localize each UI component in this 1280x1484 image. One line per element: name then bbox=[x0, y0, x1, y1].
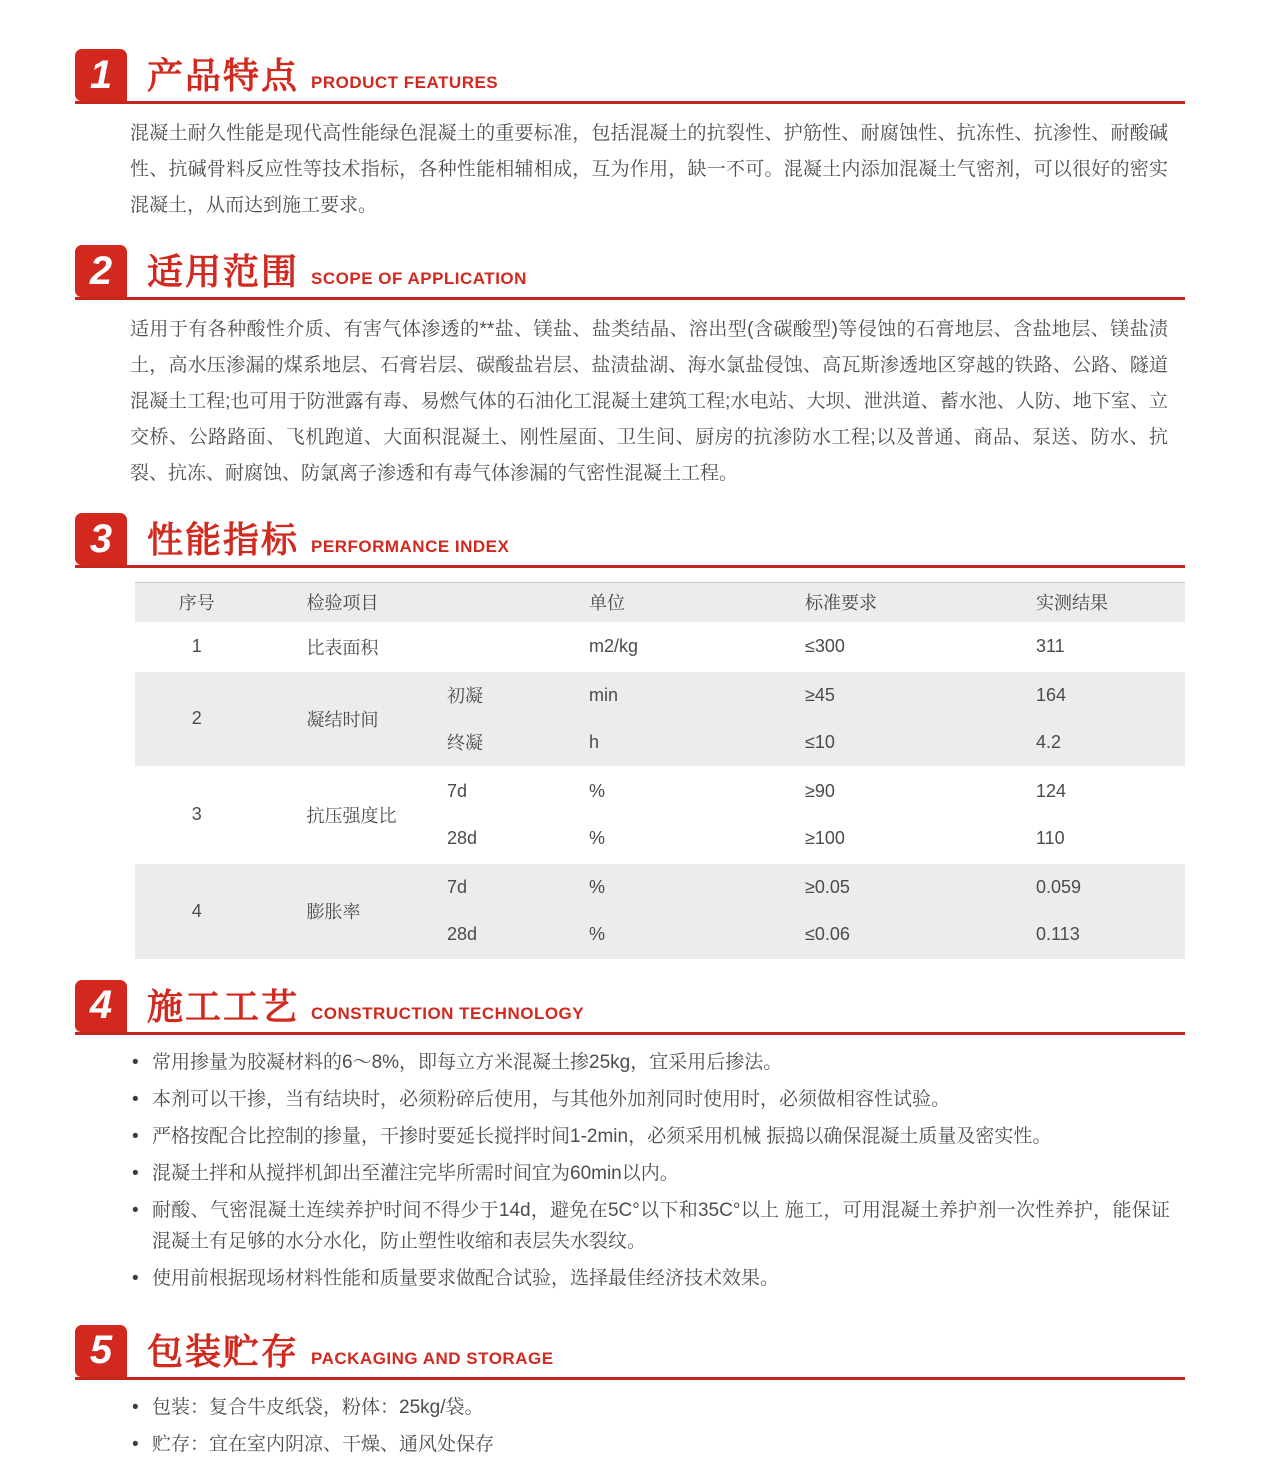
cell-result: 110 bbox=[1036, 827, 1065, 848]
cell-unit: h bbox=[589, 731, 600, 752]
section-title-zh: 产品特点 bbox=[147, 55, 300, 96]
cell-standard: ≤300 bbox=[765, 623, 996, 671]
bullet-item: • 本剂可以干掺，当有结块时，必须粉碎后使用，与其他外加剂同时使用时，必须做相容性试验。 bbox=[130, 1084, 1170, 1115]
section-number-badge: 5 bbox=[75, 1325, 127, 1377]
cell-standard: ≥45 bbox=[765, 671, 996, 719]
cell-result: 164 bbox=[996, 671, 1185, 719]
table-row bbox=[135, 671, 1185, 719]
section-product-features bbox=[75, 48, 1185, 224]
section-header bbox=[75, 512, 1185, 568]
cell-unit: % bbox=[555, 863, 765, 911]
bullet-item: • 贮存：宜在室内阴凉、干燥、通风处保存 bbox=[130, 1429, 1170, 1460]
section-header bbox=[75, 979, 1185, 1035]
cell-result: 311 bbox=[996, 623, 1185, 671]
cell-result: 124 bbox=[996, 767, 1185, 815]
cell-no: 1 bbox=[135, 623, 251, 671]
table-row bbox=[135, 767, 1185, 815]
cell-result: 0.059 bbox=[996, 863, 1185, 911]
cell-standard: ≤0.06 bbox=[805, 924, 850, 944]
cell-result: 0.113 bbox=[1036, 924, 1080, 944]
section-title-en: PACKAGING AND STORAGE bbox=[311, 1348, 554, 1368]
cell-sub: 28d bbox=[447, 827, 478, 848]
bullet-item: • 包装：复合牛皮纸袋，粉体：25kg/袋。 bbox=[130, 1392, 1170, 1423]
section-titles bbox=[147, 979, 584, 1032]
cell-item: 抗压强度比 bbox=[251, 767, 430, 863]
section-titles bbox=[147, 512, 509, 565]
section-number-badge: 4 bbox=[75, 980, 127, 1032]
cell-sub: 7d bbox=[429, 767, 555, 815]
cell-standard: ≥100 bbox=[805, 827, 845, 848]
cell-standard: ≥90 bbox=[765, 767, 996, 815]
header-standard: 标准要求 bbox=[765, 583, 996, 623]
section-header bbox=[75, 48, 1185, 104]
section-titles bbox=[147, 48, 498, 101]
section-title-zh: 施工工艺 bbox=[147, 985, 300, 1027]
cell-sub: 初凝 bbox=[429, 671, 555, 719]
cell-item: 比表面积 bbox=[251, 623, 556, 671]
table-row bbox=[135, 623, 1185, 671]
cell-no: 3 bbox=[135, 767, 251, 863]
bullet-item: • 常用掺量为胶凝材料的6～8%，即每立方米混凝土掺25kg，宜采用后掺法。 bbox=[130, 1047, 1170, 1078]
cell-unit: m2/kg bbox=[555, 623, 765, 671]
section-title-en: PERFORMANCE INDEX bbox=[311, 537, 510, 556]
bullet-item: • 耐酸、气密混凝土连续养护时间不得少于14d，避免在5C°以下和35C°以上 施工，可用混凝土养护剂一次性养护，能保证混凝土有足够的水分水化，防止塑性收缩和表层失水裂纹。 bbox=[130, 1195, 1170, 1257]
bullet-item: • 混凝土拌和从搅拌机卸出至灌注完毕所需时间宜为60min以内。 bbox=[130, 1158, 1170, 1189]
section-title-zh: 适用范围 bbox=[147, 251, 300, 292]
cell-standard: ≤10 bbox=[805, 731, 835, 752]
cell-unit: % bbox=[555, 767, 765, 815]
construction-bullet-list bbox=[130, 1047, 1170, 1294]
section-scope-of-application bbox=[75, 244, 1185, 492]
section-paragraph: 混凝土耐久性能是现代高性能绿色混凝土的重要标准，包括混凝土的抗裂性、护筋性、耐腐蚀性、抗冻性、抗渗性、耐酸碱性、抗碱骨料反应性等技术指标，各种性能相辅相成，互为作用，缺一不可。混凝土内添加混凝土气密剂，可以很好的密实混凝土，从而达到施工要求。 bbox=[130, 123, 1168, 216]
performance-table bbox=[135, 582, 1185, 959]
section-title-zh: 性能指标 bbox=[147, 519, 300, 560]
cell-unit: % bbox=[589, 827, 606, 848]
section-titles bbox=[147, 1324, 554, 1377]
cell-unit: % bbox=[589, 924, 606, 944]
section-title-en: SCOPE OF APPLICATION bbox=[311, 269, 527, 288]
bullet-item: • 使用前根据现场材料性能和质量要求做配合试验，选择最佳经济技术效果。 bbox=[130, 1263, 1170, 1294]
cell-item: 膨胀率 bbox=[251, 863, 430, 959]
packaging-bullet-list bbox=[130, 1392, 1170, 1460]
section-header bbox=[75, 1324, 1185, 1380]
header-unit: 单位 bbox=[555, 583, 765, 623]
section-title-zh: 包装贮存 bbox=[147, 1330, 300, 1372]
header-result: 实测结果 bbox=[996, 583, 1185, 623]
cell-result: 4.2 bbox=[1036, 731, 1062, 752]
table-row bbox=[135, 863, 1185, 911]
cell-no: 2 bbox=[135, 671, 251, 767]
cell-unit: min bbox=[555, 671, 765, 719]
cell-item: 凝结时间 bbox=[251, 671, 430, 767]
table-header-row bbox=[135, 583, 1185, 623]
cell-sub: 28d bbox=[447, 924, 478, 944]
section-packaging-storage bbox=[75, 1324, 1185, 1460]
header-item: 检验项目 bbox=[251, 583, 556, 623]
cell-no: 4 bbox=[135, 863, 251, 959]
section-number-badge: 1 bbox=[75, 49, 127, 101]
bullet-item: • 严格按配合比控制的掺量，干掺时要延长搅拌时间1-2min，必须采用机械 振捣以确保混凝土质量及密实性。 bbox=[130, 1121, 1170, 1152]
section-titles bbox=[147, 244, 527, 297]
section-construction-technology bbox=[75, 979, 1185, 1294]
section-performance-index bbox=[75, 512, 1185, 959]
section-number-badge: 2 bbox=[75, 245, 127, 297]
section-header bbox=[75, 244, 1185, 300]
section-title-en: CONSTRUCTION TECHNOLOGY bbox=[311, 1003, 585, 1023]
performance-table-wrap bbox=[135, 582, 1185, 959]
section-title-en: PRODUCT FEATURES bbox=[311, 73, 499, 92]
section-number-badge: 3 bbox=[75, 513, 127, 565]
cell-standard: ≥0.05 bbox=[765, 863, 996, 911]
section-paragraph: 适用于有各种酸性介质、有害气体渗透的**盐、镁盐、盐类结晶、溶出型(含碳酸型)等侵蚀的石膏地层、含盐地层、镁盐渍土，高水压渗漏的煤系地层、石膏岩层、碳酸盐岩层、盐渍盐湖、海水氯盐侵蚀、高瓦斯渗透地区穿越的铁路、公路、隧道混凝土工程;也可用于防泄露有毒、易燃气体的石油化工混凝土建筑工程;水电站、大坝、泄洪道、蓄水池、人防、地下室、立交桥、公路路面、飞机跑道、大面积混凝土、刚性屋面、卫生间、厨房的抗渗防水工程;以及普通、商品、泵送、防水、抗裂、抗冻、耐腐蚀、防氯离子渗透和有毒气体渗漏的气密性混凝土工程。 bbox=[130, 319, 1168, 484]
header-no: 序号 bbox=[135, 583, 251, 623]
cell-sub: 终凝 bbox=[447, 733, 483, 753]
cell-sub: 7d bbox=[429, 863, 555, 911]
